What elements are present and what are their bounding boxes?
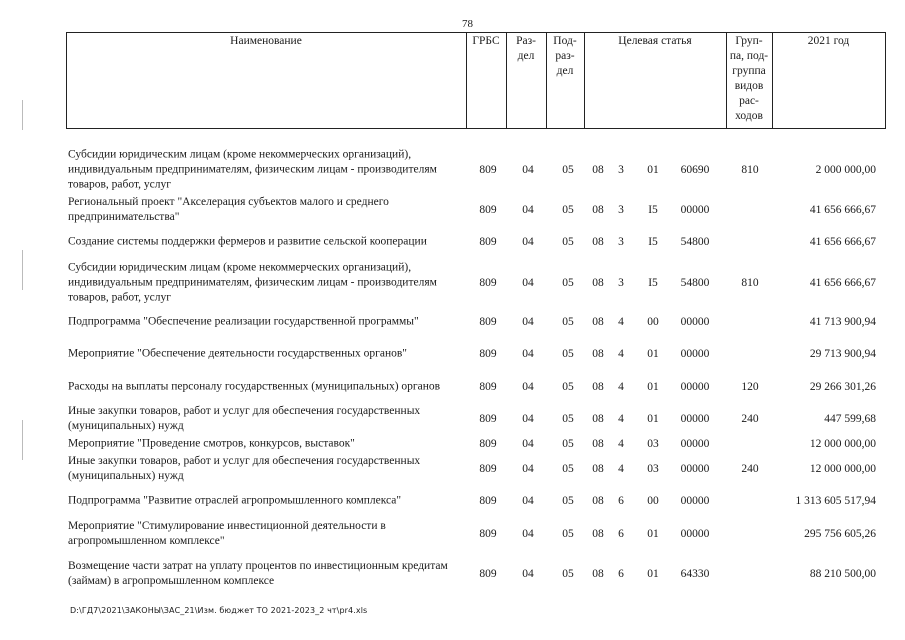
row-target-direction: 00000 [680,316,710,328]
table-row [66,310,886,334]
row-target-direction: 00000 [680,463,710,475]
table-row [66,490,886,512]
row-target-direction: 54800 [680,236,710,248]
row-target-event: 01 [647,348,659,360]
row-target-direction: 00000 [680,381,710,393]
row-razdel: 04 [522,413,534,425]
row-group: 810 [741,277,759,289]
row-grbs: 809 [479,528,497,540]
table-row [66,453,886,485]
row-target-subprogram: 6 [618,495,624,507]
table-row [66,194,886,226]
row-target-event: 01 [647,413,659,425]
row-target-event: 01 [647,568,659,580]
row-target-program: 08 [592,495,604,507]
row-sum: 12 000 000,00 [809,438,876,450]
margin-mark [22,250,23,290]
row-sum: 41 656 666,67 [809,277,876,289]
row-sum: 29 266 301,26 [809,381,876,393]
row-name: Расходы на выплаты персоналу государственных (муниципальных) органов [68,380,441,393]
row-razdel: 04 [522,381,534,393]
header-grbs: ГРБС [472,35,500,47]
header-bottom-border [66,128,886,129]
row-target-subprogram: 3 [618,164,624,176]
row-target-event: 00 [647,316,659,328]
row-sum: 2 000 000,00 [815,164,876,176]
row-grbs: 809 [479,463,497,475]
header-razdel: Раз- дел [516,35,536,62]
row-name: Иные закупки товаров, работ и услуг для обеспечения государственных (муниципальных) нужд [68,455,421,482]
row-podrazdel: 05 [562,463,574,475]
header-name: Наименование [230,35,302,47]
row-grbs: 809 [479,413,497,425]
header-group: Груп- па, под- группа видов рас- ходов [729,35,769,122]
row-name: Иные закупки товаров, работ и услуг для обеспечения государственных (муниципальных) нужд [68,405,421,432]
table-top-border [66,32,886,33]
row-target-program: 08 [592,236,604,248]
row-grbs: 809 [479,568,497,580]
row-target-program: 08 [592,277,604,289]
row-grbs: 809 [479,348,497,360]
row-podrazdel: 05 [562,528,574,540]
row-target-subprogram: 4 [618,438,624,450]
table-row [66,260,886,306]
row-target-event: I5 [648,236,658,248]
table-row [66,343,886,365]
row-target-program: 08 [592,204,604,216]
row-name: Субсидии юридическим лицам (кроме некоммерческих организаций), индивидуальным предпринимателям, физическим лицам - производителям товаров, работ, услуг [68,261,437,304]
row-target-event: 03 [647,463,659,475]
row-target-program: 08 [592,413,604,425]
row-grbs: 809 [479,316,497,328]
header-target: Целевая статья [618,35,692,47]
row-group: 240 [741,463,759,475]
row-podrazdel: 05 [562,204,574,216]
row-group: 240 [741,413,759,425]
row-sum: 41 656 666,67 [809,236,876,248]
row-name: Подпрограмма "Обеспечение реализации государственной программы" [68,315,419,328]
row-podrazdel: 05 [562,381,574,393]
row-name: Подпрограмма "Развитие отраслей агропромышленного комплекса" [68,494,402,507]
row-target-direction: 54800 [680,277,710,289]
row-razdel: 04 [522,164,534,176]
row-grbs: 809 [479,438,497,450]
table-row [66,435,886,453]
row-razdel: 04 [522,528,534,540]
row-target-direction: 00000 [680,348,710,360]
row-sum: 295 756 605,26 [804,528,876,540]
row-target-direction: 00000 [680,528,710,540]
row-name: Создание системы поддержки фермеров и развитие сельской кооперации [68,235,427,248]
row-target-subprogram: 3 [618,277,624,289]
row-podrazdel: 05 [562,277,574,289]
row-name: Возмещение части затрат на уплату процентов по инвестиционным кредитам (займам) в агропромышленном комплексе [68,560,448,587]
table-row [66,518,886,550]
row-grbs: 809 [479,495,497,507]
row-podrazdel: 05 [562,348,574,360]
table-row [66,226,886,258]
row-podrazdel: 05 [562,413,574,425]
table-row [66,371,886,403]
row-target-program: 08 [592,316,604,328]
row-sum: 447 599,68 [824,413,876,425]
row-name: Мероприятие "Обеспечение деятельности государственных органов" [68,347,407,360]
row-sum: 12 000 000,00 [809,463,876,475]
row-target-event: 01 [647,164,659,176]
row-target-program: 08 [592,438,604,450]
row-name: Мероприятие "Стимулирование инвестиционной деятельности в агропромышленном комплексе" [68,520,386,547]
row-sum: 88 210 500,00 [809,568,876,580]
row-podrazdel: 05 [562,495,574,507]
row-target-program: 08 [592,463,604,475]
row-sum: 29 713 900,94 [809,348,876,360]
row-grbs: 809 [479,277,497,289]
row-name: Региональный проект "Акселерация субъектов малого и среднего предпринимательства" [68,196,389,223]
row-razdel: 04 [522,277,534,289]
row-podrazdel: 05 [562,316,574,328]
row-group: 120 [741,381,759,393]
row-target-subprogram: 4 [618,348,624,360]
header-year: 2021 год [807,35,850,47]
row-target-subprogram: 4 [618,316,624,328]
row-target-program: 08 [592,528,604,540]
row-target-program: 08 [592,348,604,360]
header-podrazdel: Под- раз- дел [553,35,577,77]
row-target-subprogram: 4 [618,413,624,425]
row-podrazdel: 05 [562,164,574,176]
margin-mark [22,420,23,460]
row-razdel: 04 [522,236,534,248]
row-sum: 1 313 605 517,94 [795,495,876,507]
row-razdel: 04 [522,316,534,328]
row-target-subprogram: 6 [618,528,624,540]
row-target-subprogram: 6 [618,568,624,580]
row-target-event: 00 [647,495,659,507]
row-target-event: I5 [648,277,658,289]
row-razdel: 04 [522,495,534,507]
row-target-event: 03 [647,438,659,450]
row-target-direction: 00000 [680,204,710,216]
row-name: Субсидии юридическим лицам (кроме некоммерческих организаций), индивидуальным предпринимателям, физическим лицам - производителям товаров, работ, услуг [68,148,437,191]
table-row [66,558,886,590]
row-target-subprogram: 3 [618,236,624,248]
row-razdel: 04 [522,463,534,475]
row-grbs: 809 [479,236,497,248]
row-podrazdel: 05 [562,236,574,248]
row-target-event: 01 [647,528,659,540]
row-target-direction: 00000 [680,438,710,450]
row-name: Мероприятие "Проведение смотров, конкурсов, выставок" [68,437,355,450]
row-grbs: 809 [479,204,497,216]
row-target-program: 08 [592,164,604,176]
row-sum: 41 656 666,67 [809,204,876,216]
file-path-footer: D:\ГД7\2021\ЗАКОНЫ\ЗАС_21\Изм. бюджет ТО 2021-2023_2 чт\pr4.xls [70,606,368,615]
page-number: 78 [462,18,473,30]
row-target-direction: 00000 [680,413,710,425]
row-sum: 41 713 900,94 [809,316,876,328]
row-grbs: 809 [479,381,497,393]
row-razdel: 04 [522,204,534,216]
row-target-event: I5 [648,204,658,216]
row-grbs: 809 [479,164,497,176]
budget-table [66,32,886,592]
row-podrazdel: 05 [562,568,574,580]
row-podrazdel: 05 [562,438,574,450]
row-target-subprogram: 4 [618,463,624,475]
table-row [66,148,886,192]
row-target-subprogram: 4 [618,381,624,393]
row-target-direction: 64330 [680,568,710,580]
row-target-subprogram: 3 [618,204,624,216]
row-group: 810 [741,164,759,176]
row-target-direction: 00000 [680,495,710,507]
row-target-program: 08 [592,381,604,393]
row-target-program: 08 [592,568,604,580]
row-razdel: 04 [522,568,534,580]
margin-mark [22,100,23,130]
row-razdel: 04 [522,438,534,450]
row-razdel: 04 [522,348,534,360]
row-target-direction: 60690 [680,164,710,176]
table-row [66,403,886,435]
col-border [885,32,886,128]
row-target-event: 01 [647,381,659,393]
